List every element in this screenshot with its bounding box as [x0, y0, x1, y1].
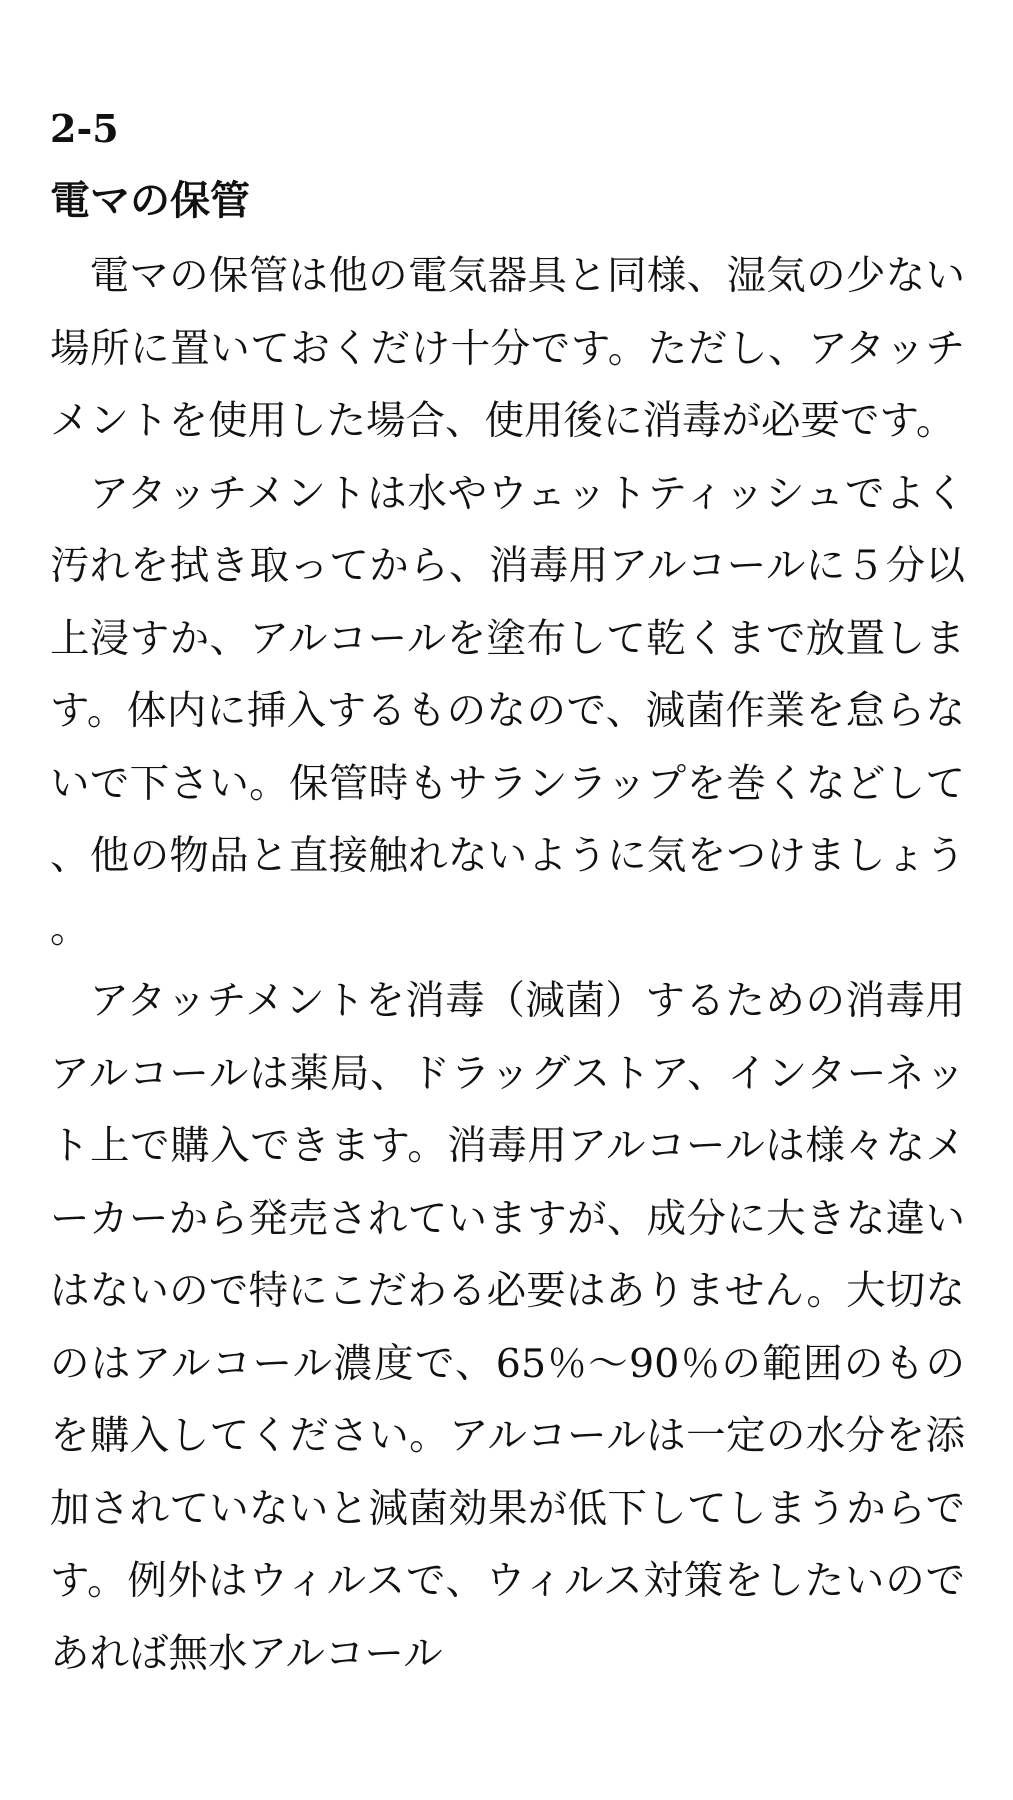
section-title: 電マの保管: [50, 177, 250, 224]
section-body: [50, 240, 965, 1690]
paragraph: 電マの保管は他の電気器具と同様、湿気の少ない場所に置いておくだけ十分です。ただし、アタッチメントを使用した場合、使用後に消毒が必要です。: [50, 253, 965, 444]
section-number: 2-5: [50, 106, 119, 151]
paragraph: アタッチメントを消毒（減菌）するための消毒用アルコールは薬局、ドラッグストア、インターネット上で購入できます。消毒用アルコールは様々なメーカーから発売されていますが、成分に大きな違いはないので特にこだわる必要はありません。大切なのはアルコール濃度で、65％～90％の範囲のものを購入してください。アルコールは一定の水分を添加されていないと減菌効果が低下してしまうからです。例外はウィルスで、ウィルス対策をしたいのであれば無水アルコール: [50, 978, 965, 1677]
paragraph: アタッチメントは水やウェットティッシュでよく汚れを拭き取ってから、消毒用アルコールに５分以上浸すか、アルコールを塗布して乾くまで放置します。体内に挿入するものなので、減菌作業を怠らないで下さい。保管時もサランラップを巻くなどして、他の物品と直接触れないように気をつけましょう。: [50, 470, 965, 952]
